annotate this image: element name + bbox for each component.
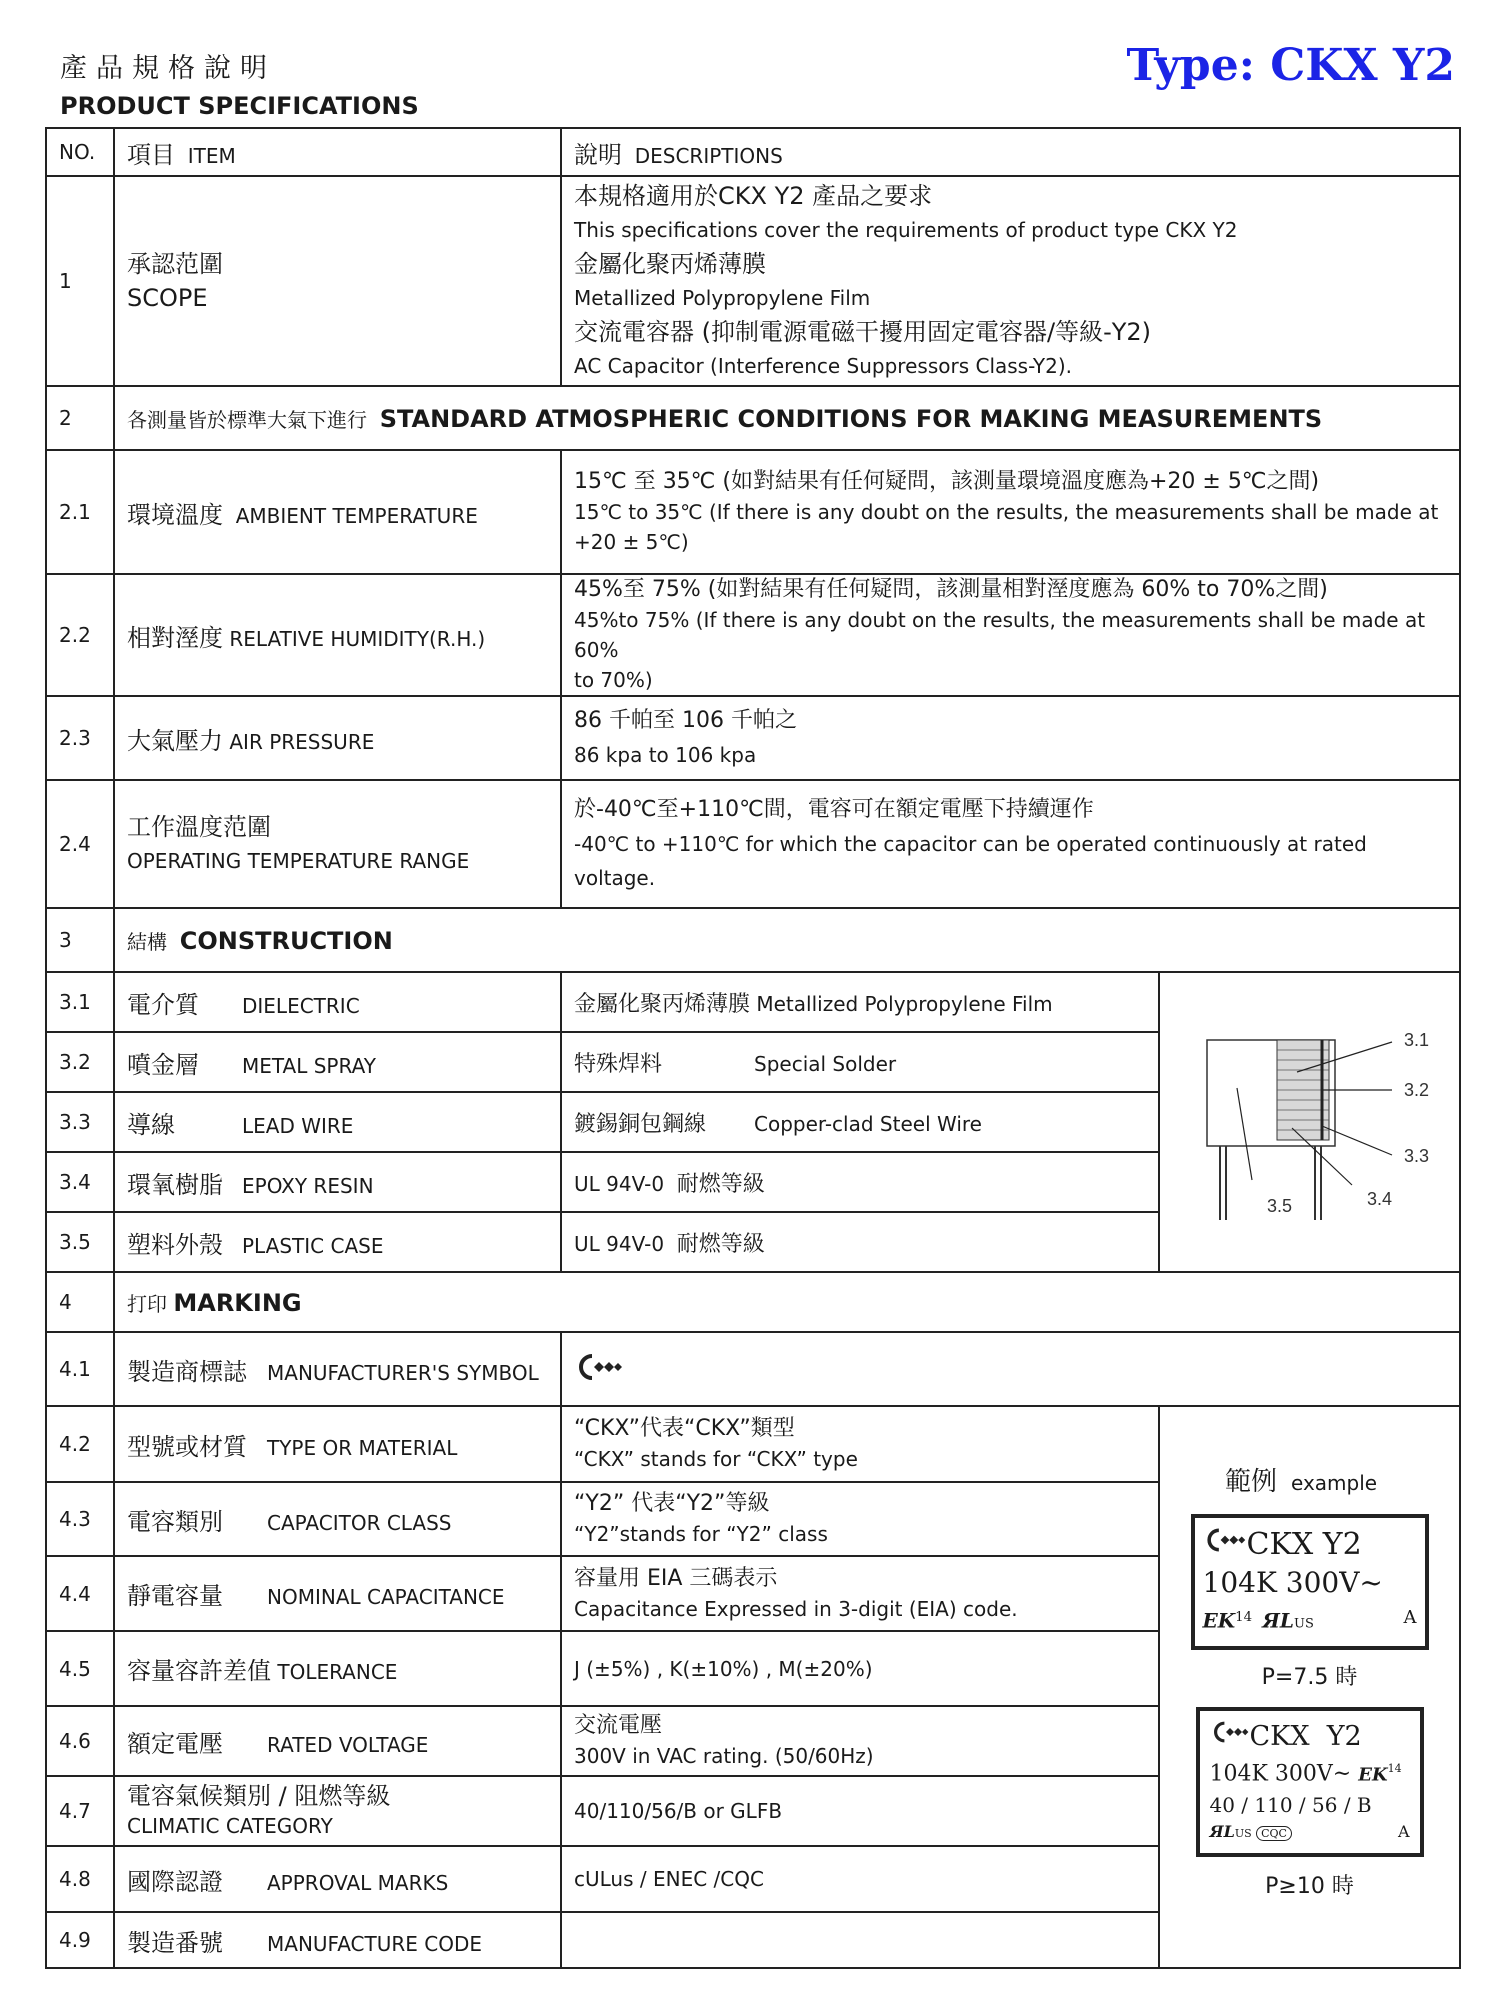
section-no: 2 [46,386,114,450]
figure-label: 3.5 [1267,1195,1293,1216]
row-no: 3.3 [46,1092,114,1152]
row-no: 2.4 [46,780,114,908]
row-no: 4.4 [46,1556,114,1631]
row-no: 2.3 [46,696,114,780]
row-item: 承認范圍 SCOPE [114,176,561,386]
row-item: 噴金層 METAL SPRAY [114,1032,561,1092]
table-row [46,1406,1460,1482]
row-desc [561,1912,1159,1968]
example-label-cn: 範例 [1225,1467,1278,1497]
header-item: 項目 ITEM [114,128,561,176]
row-desc: J (±5%) , K(±10%) , M(±20%) [561,1631,1159,1706]
title-english: PRODUCT SPECIFICATIONS [60,92,419,120]
table-row [46,1332,1460,1406]
row-item: 相對溼度 RELATIVE HUMIDITY(R.H.) [114,574,561,696]
section-title: 打印 MARKING [114,1272,1460,1332]
row-no: 1 [46,176,114,386]
figure-label: 3.3 [1404,1145,1430,1166]
row-desc: 於-40℃至+110℃間，電容可在額定電壓下持續運作 -40℃ to +110℃ for which the capacitor can be operated continuously at rated voltage. [561,780,1460,908]
enec-mark-icon: EK [1202,1608,1236,1633]
manufacturer-logo-icon [574,1352,624,1382]
ul-mark-icon: ЯL [1209,1821,1235,1841]
row-desc: 本規格適用於CKX Y2 產品之要求 This specifications cover the requirements of product type CKX Y2 金屬化聚丙烯薄膜 Metallized Polypropylene Film 交流電容器 (抑制電源電磁干擾用固定電容器/等級-Y2) AC Capacitor (Interference Suppressors Class-Y2). [561,176,1460,386]
row-item: 型號或材質 TYPE OR MATERIAL [114,1406,561,1482]
row-item: 製造番號 MANUFACTURE CODE [114,1912,561,1968]
row-no: 4.9 [46,1912,114,1968]
row-desc: 40/110/56/B or GLFB [561,1776,1159,1846]
section-title: 結構 CONSTRUCTION [114,908,1460,972]
row-desc: 交流電壓 300V in VAC rating. (50/60Hz) [561,1706,1159,1776]
example-label-en: example [1291,1471,1378,1495]
example-caption-2: P≥10 時 [1265,1873,1354,1899]
row-item: 導線 LEAD WIRE [114,1092,561,1152]
row-no: 4.1 [46,1332,114,1406]
ul-mark-icon: ЯL [1262,1608,1294,1633]
section-row [46,908,1460,972]
row-desc: “Y2” 代表“Y2”等級 “Y2”stands for “Y2” class [561,1482,1159,1556]
table-row [46,972,1460,1032]
row-desc [561,1332,1460,1406]
row-no: 2.1 [46,450,114,574]
table-header-row [46,128,1460,176]
row-desc: cULus / ENEC /CQC [561,1846,1159,1912]
row-item: 製造商標誌 MANUFACTURER'S SYMBOL [114,1332,561,1406]
section-no: 4 [46,1272,114,1332]
title-chinese: 產品規格說明 [60,53,276,84]
row-item: 工作溫度范圍 OPERATING TEMPERATURE RANGE [114,780,561,908]
figure-label: 3.4 [1367,1188,1393,1209]
row-item: 靜電容量 NOMINAL CAPACITANCE [114,1556,561,1631]
table-row [46,696,1460,780]
row-item: 大氣壓力 AIR PRESSURE [114,696,561,780]
row-item: 容量容許差值 TOLERANCE [114,1631,561,1706]
row-item: 國際認證 APPROVAL MARKS [114,1846,561,1912]
cqc-mark-icon: CQC [1256,1826,1292,1841]
table-row [46,176,1460,386]
enec-mark-icon: EK [1358,1764,1388,1786]
figure-label: 3.1 [1404,1029,1430,1050]
row-no: 4.3 [46,1482,114,1556]
row-no: 3.5 [46,1212,114,1272]
row-no: 4.7 [46,1776,114,1846]
table-row [46,574,1460,696]
row-item: 電容氣候類別 / 阻燃等級 CLIMATIC CATEGORY [114,1776,561,1846]
section-title: 各測量皆於標準大氣下進行 STANDARD ATMOSPHERIC CONDITIONS FOR MAKING MEASUREMENTS [114,386,1460,450]
row-desc: 鍍錫銅包鋼線 Copper-clad Steel Wire [561,1092,1159,1152]
row-item: 環境溫度 AMBIENT TEMPERATURE [114,450,561,574]
table-row [46,450,1460,574]
example-caption-1: P=7.5 時 [1261,1665,1358,1691]
row-no: 4.2 [46,1406,114,1482]
figure-label: 3.2 [1404,1079,1430,1100]
row-desc: 金屬化聚丙烯薄膜 Metallized Polypropylene Film [561,972,1159,1032]
marking-example-box-2: CKX Y2 104K 300V~ EK$^{14}$ 40 / 110 / 56 / B ЯLUS CQC A [1196,1707,1424,1856]
product-type: Type: CKX Y2 [1126,40,1455,91]
header-desc: 說明 DESCRIPTIONS [561,128,1460,176]
row-item: 塑料外殼 PLASTIC CASE [114,1212,561,1272]
row-no: 3.1 [46,972,114,1032]
row-desc: 容量用 EIA 三碼表示 Capacitance Expressed in 3-digit (EIA) code. [561,1556,1159,1631]
manufacturer-logo-icon [1210,1719,1250,1745]
row-item: 環氧樹脂 EPOXY RESIN [114,1152,561,1212]
row-no: 4.6 [46,1706,114,1776]
row-no: 4.8 [46,1846,114,1912]
row-desc: 特殊焊料 Special Solder [561,1032,1159,1092]
row-no: 4.5 [46,1631,114,1706]
marking-example-cell [1159,1406,1460,1968]
capacitor-construction-diagram [1172,980,1448,1260]
row-item: 電介質 DIELECTRIC [114,972,561,1032]
construction-figure-cell [1159,972,1460,1272]
row-item: 電容類別 CAPACITOR CLASS [114,1482,561,1556]
row-desc: 45%至 75% (如對結果有任何疑問，該測量相對溼度應為 60% to 70%之間) 45%to 75% (If there is any doubt on the results, the measurements shall be made at 60% to 70%) [561,574,1460,696]
row-no: 3.2 [46,1032,114,1092]
row-no: 3.4 [46,1152,114,1212]
row-desc: UL 94V-0 耐燃等級 [561,1152,1159,1212]
manufacturer-logo-icon [1203,1526,1247,1554]
row-desc: 86 千帕至 106 千帕之 86 kpa to 106 kpa [561,696,1460,780]
row-desc: “CKX”代表“CKX”類型 “CKX” stands for “CKX” type [561,1406,1159,1482]
row-desc: 15℃ 至 35℃ (如對結果有任何疑問，該測量環境溫度應為+20 ± 5℃之間) 15℃ to 35℃ (If there is any doubt on the results, the measurements shall be made at +20 ± 5℃) [561,450,1460,574]
table-row [46,780,1460,908]
section-row [46,1272,1460,1332]
section-no: 3 [46,908,114,972]
section-row [46,386,1460,450]
row-no: 2.2 [46,574,114,696]
row-item: 額定電壓 RATED VOLTAGE [114,1706,561,1776]
header-no: NO. [46,128,114,176]
marking-example-box-1: CKX Y2 104K 300V~ EK$^{14}$ ЯLUS A [1191,1514,1429,1650]
spec-table [45,127,1461,1969]
row-desc: UL 94V-0 耐燃等級 [561,1212,1159,1272]
